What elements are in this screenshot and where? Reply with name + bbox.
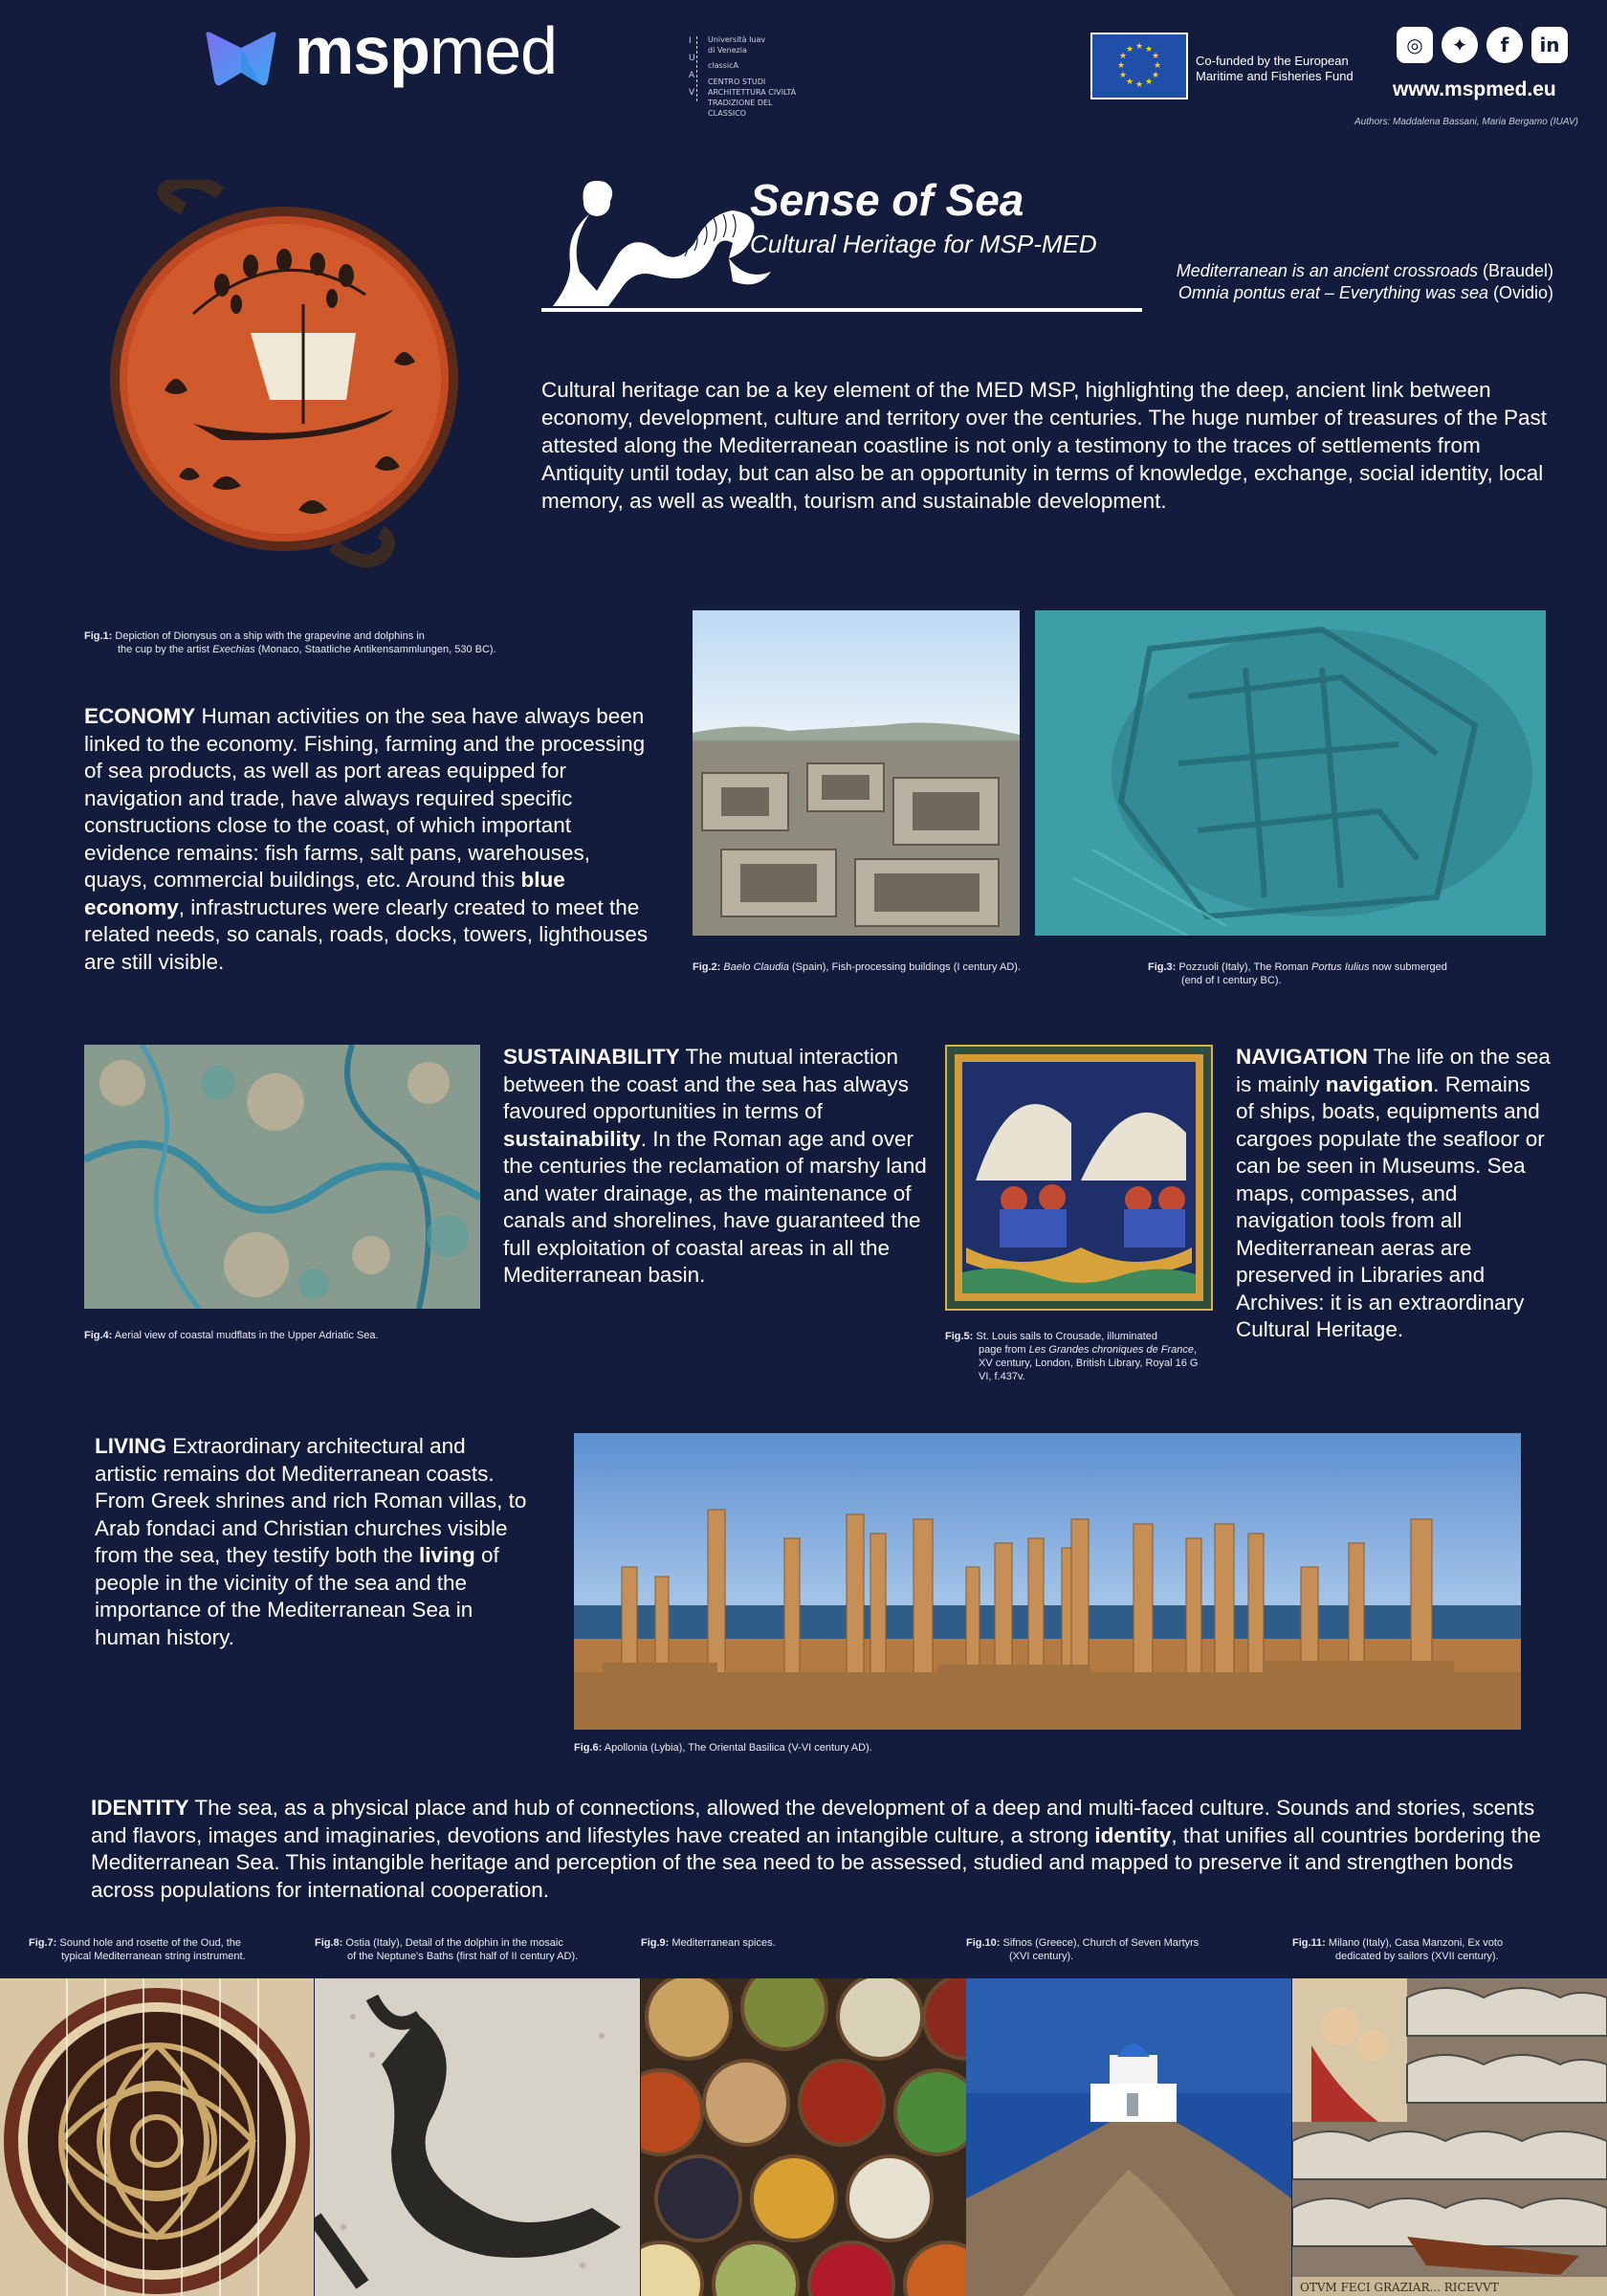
svg-text:★: ★: [1144, 77, 1154, 87]
fig11-caption: Fig.11: Milano (Italy), Casa Manzoni, Ex voto dedicated by sailors (XVII century).: [1292, 1937, 1504, 1962]
mspmed-logo-text: mspmed: [295, 13, 558, 88]
fig2-caption: Fig.2: Baelo Claudia (Spain), Fish-processing buildings (I century AD).: [693, 961, 1022, 973]
illuminated-manuscript-image: [945, 1045, 1213, 1311]
svg-text:★: ★: [1151, 52, 1160, 61]
fig3-caption: Fig.3: Pozzuoli (Italy), The Roman Portus Iulius now submerged (end of I century BC).: [1148, 961, 1447, 986]
sustainability-section: SUSTAINABILITY The mutual interaction between the coast and the sea has always favoured opportunities in terms of sustainability. In the Roman age and over the centuries the reclamation of marshy land and water drainage, as the maintenance of canals and shorelines, have guaranteed the full exploitation of coastal areas in all the Mediterranean basin.: [503, 1045, 927, 1287]
title-underline: [541, 308, 1142, 312]
social-links: [1397, 27, 1568, 63]
svg-text:★: ★: [1153, 61, 1162, 71]
navigation-section: NAVIGATION The life on the sea is mainly navigation. Remains of ships, boats, equipments and cargoes populate the seafloor or can be seen in Museums. Sea maps, compasses, and navigation tools from all Mediterranean aeras are preserved in Libraries and Archives: it is an extraordinary Cultural Heritage.: [1236, 1045, 1551, 1341]
eu-funding-text: Co-funded by the European Maritime and Fisheries Fund: [1196, 54, 1354, 83]
portus-iulius-photo: [1035, 610, 1546, 936]
poster-title: Sense of Sea: [750, 175, 1024, 225]
mspmed-logo-icon: [201, 27, 281, 94]
svg-text:★: ★: [1118, 52, 1128, 61]
fig7-caption: Fig.7: Sound hole and rosette of the Oud, the typical Mediterranean string instrument.: [29, 1937, 246, 1962]
svg-text:★: ★: [1125, 77, 1134, 87]
quote-ovidio: Omnia pontus erat – Everything was sea (Ovidio): [1178, 283, 1553, 302]
svg-text:★: ★: [1116, 61, 1126, 71]
poster-subtitle: Cultural Heritage for MSP-MED: [750, 230, 1097, 258]
ex-voto-painting-photo: [1292, 1978, 1607, 2296]
fig9-caption: Fig.9: Mediterranean spices.: [641, 1937, 776, 1949]
authors-credit: Authors: Maddalena Bassani, Maria Bergamo (IUAV): [1354, 117, 1578, 127]
svg-text:★: ★: [1134, 80, 1144, 90]
economy-section: ECONOMY Human activities on the sea have always been linked to the economy. Fishing, farming and the processing of sea products, as well as port areas equipped for navigation and trade, have always required specific constructions close to the coast, of which important evidence remains: fish farms, salt pans, warehouses, quays, commercial buildings, etc. Around this blue economy, infrastructures were clearly created to meet the related needs, so canals, roads, docks, towers, lighthouses are still visible.: [84, 704, 649, 974]
apollonia-basilica-photo: [574, 1433, 1521, 1730]
twitter-icon[interactable]: ✦: [1442, 27, 1478, 63]
eu-flag-icon: [1090, 33, 1188, 99]
fig10-caption: Fig.10: Sifnos (Greece), Church of Seven Martyrs (XVI century).: [966, 1937, 1200, 1962]
instagram-icon[interactable]: ◎: [1397, 27, 1433, 63]
fig1-caption: Fig.1: Depiction of Dionysus on a ship with the grapevine and dolphins in the cup by the artist Exechias (Monaco, Staatliche Antikensammlungen, 530 BC).: [84, 630, 496, 655]
mudflats-aerial-photo: [84, 1045, 480, 1309]
svg-text:★: ★: [1118, 71, 1128, 80]
sifnos-church-photo: [966, 1978, 1291, 2296]
fig6-caption: Fig.6: Apollonia (Lybia), The Oriental Basilica (V-VI century AD).: [574, 1742, 872, 1754]
svg-text:★: ★: [1144, 45, 1154, 55]
identity-section: IDENTITY The sea, as a physical place and hub of connections, allowed the development of a deep and multi-faced culture. Sounds and stories, scents and flavors, images and imaginaries, devotions and lifestyles have created an intangible culture, a strong identity, that unifies all countries bordering the Mediterranean Sea. This intangible heritage and perception of the sea need to be assessed, studied and mapped to preserve it and strengthen bonds across populations for international cooperation.: [91, 1796, 1541, 1902]
quote-braudel: Mediterranean is an ancient crossroads (Braudel): [1176, 261, 1553, 280]
website-link[interactable]: www.mspmed.eu: [1393, 78, 1556, 100]
svg-text:★: ★: [1151, 71, 1160, 80]
spices-photo: [641, 1978, 966, 2296]
fig4-caption: Fig.4: Aerial view of coastal mudflats in the Upper Adriatic Sea.: [84, 1330, 379, 1341]
svg-text:★: ★: [1134, 42, 1144, 52]
fig8-caption: Fig.8: Ostia (Italy), Detail of the dolphin in the mosaic of the Neptune's Baths (first half of II century AD).: [315, 1937, 579, 1962]
svg-text:★: ★: [1125, 45, 1134, 55]
ex-voto-inscription: OTVM FECI GRAZIAR... RICEVVT: [1300, 2281, 1499, 2294]
baelo-claudia-photo: [693, 610, 1020, 936]
ostia-dolphin-mosaic-photo: [315, 1978, 640, 2296]
intro-paragraph: Cultural heritage can be a key element of the MED MSP, highlighting the deep, ancient link between economy, development, culture and territory over the centuries. The huge number of treasures of the Past attested along the Mediterranean coastline is not only a testimony to the traces of settlements from Antiquity until today, but can also be an opportunity in terms of knowledge, exchange, social identity, local memory, as well as wealth, tourism and sustainable development.: [541, 378, 1547, 513]
oud-rosette-photo: [0, 1978, 314, 2296]
fig5-caption: Fig.5: St. Louis sails to Crousade, illuminated page from Les Grandes chroniques de France, XV century, London, British Library, Royal 16 G VI, f.437v.: [945, 1331, 1199, 1382]
living-section: LIVING Extraordinary architectural and artistic remains dot Mediterranean coasts. From Greek shrines and rich Roman villas, to Arab fondaci and Christian churches visible from the sea, they testify both the living of people in the vicinity of the sea and the importance of the Mediterranean Sea in human history.: [95, 1434, 527, 1649]
kylix-cup-image: [107, 180, 461, 578]
siren-logo-icon: [541, 176, 781, 310]
facebook-icon[interactable]: f: [1486, 27, 1523, 63]
linkedin-icon[interactable]: in: [1531, 27, 1568, 63]
